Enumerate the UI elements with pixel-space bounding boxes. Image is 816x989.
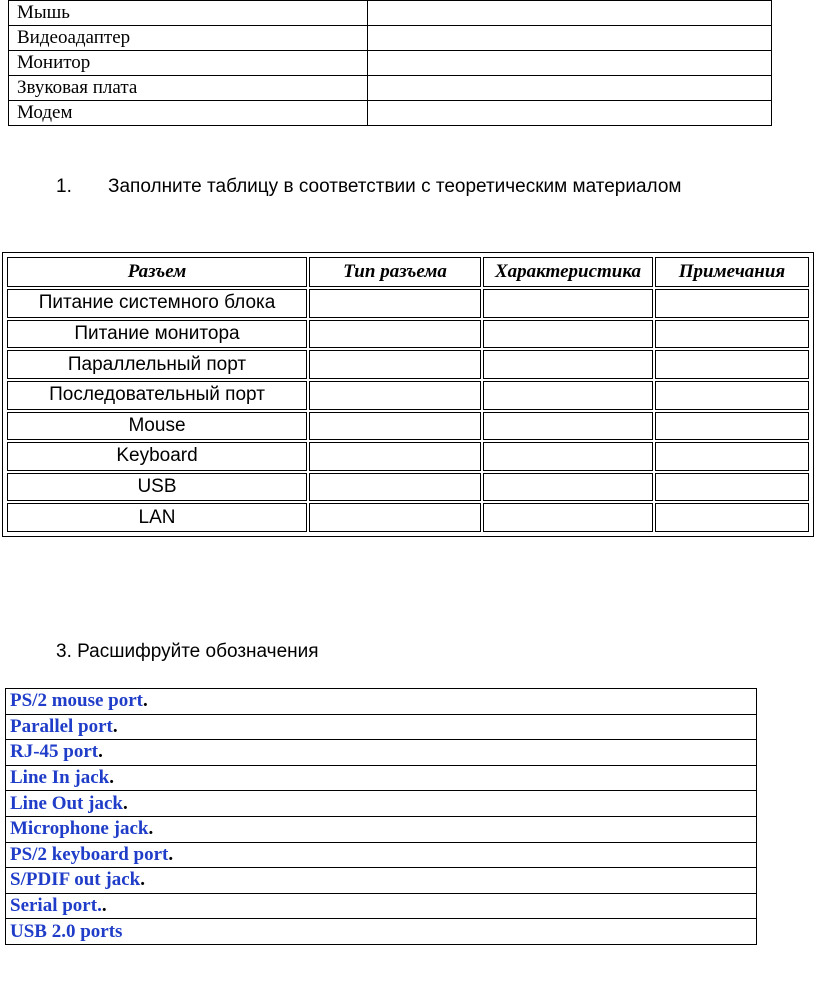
abbreviation-row: [6, 919, 757, 945]
connector-name-cell: Keyboard: [7, 442, 307, 471]
connector-answer-cell[interactable]: [655, 350, 809, 379]
connector-answer-cell[interactable]: [655, 289, 809, 318]
connector-row: [7, 381, 809, 410]
connector-name-cell: Питание монитора: [7, 320, 307, 349]
connector-answer-cell[interactable]: [483, 412, 653, 441]
abbreviation-row: [6, 740, 757, 766]
abbreviation-row: [6, 791, 757, 817]
connector-answer-cell[interactable]: [655, 503, 809, 532]
connector-answer-cell[interactable]: [309, 289, 481, 318]
abbreviation-term: PS/2 keyboard port: [10, 843, 169, 865]
abbreviation-row: [6, 893, 757, 919]
abbreviation-suffix: .: [122, 792, 128, 814]
abbreviation-row: [6, 714, 757, 740]
device-name-cell: Модем: [9, 101, 368, 126]
abbreviation-row: [6, 842, 757, 868]
task1-text: Заполните таблицу в соответствии с теоретическим материалом: [108, 176, 682, 197]
connector-table: [5, 255, 811, 534]
connector-answer-cell[interactable]: [309, 320, 481, 349]
device-name-cell: Мышь: [9, 1, 368, 26]
device-answer-cell[interactable]: [368, 76, 772, 101]
connector-answer-cell[interactable]: [483, 320, 653, 349]
abbreviation-term: S/PDIF out jack: [10, 869, 141, 891]
connector-answer-cell[interactable]: [309, 442, 481, 471]
abbreviation-term: Line Out jack: [10, 792, 123, 814]
connector-header-cell: Характеристика: [483, 257, 653, 287]
abbreviation-suffix: .: [143, 690, 148, 712]
connector-answer-cell[interactable]: [483, 289, 653, 318]
abbreviation-term: Microphone jack: [10, 818, 149, 840]
connector-name-cell: Параллельный порт: [7, 350, 307, 379]
abbreviation-suffix: .: [98, 741, 103, 763]
device-answer-cell[interactable]: [368, 51, 772, 76]
connector-row: [7, 442, 809, 471]
abbreviation-term: USB 2.0 ports: [10, 920, 123, 942]
device-row: [9, 76, 772, 101]
device-table: [8, 0, 772, 126]
abbreviation-row: [6, 765, 757, 791]
abbreviation-cell[interactable]: [6, 689, 757, 715]
device-row: [9, 26, 772, 51]
task1-number: 1.: [56, 176, 72, 197]
connector-row: [7, 350, 809, 379]
connector-answer-cell[interactable]: [309, 381, 481, 410]
connector-answer-cell[interactable]: [309, 412, 481, 441]
abbreviation-cell[interactable]: [6, 919, 757, 945]
connector-answer-cell[interactable]: [309, 503, 481, 532]
abbreviation-cell[interactable]: [6, 765, 757, 791]
abbreviation-row: [6, 868, 757, 894]
device-row: [9, 51, 772, 76]
abbreviation-suffix: .: [148, 818, 154, 840]
abbreviation-table: [5, 688, 757, 945]
connector-name-cell: USB: [7, 473, 307, 502]
connector-row: [7, 320, 809, 349]
connector-row: [7, 412, 809, 441]
abbreviation-term: RJ-45 port: [10, 741, 99, 763]
connector-answer-cell[interactable]: [483, 350, 653, 379]
abbreviation-cell[interactable]: [6, 816, 757, 842]
device-row: [9, 1, 772, 26]
connector-answer-cell[interactable]: [655, 381, 809, 410]
connector-name-cell: Mouse: [7, 412, 307, 441]
device-name-cell: Видеоадаптер: [9, 26, 368, 51]
connector-row: [7, 473, 809, 502]
abbreviation-row: [6, 689, 757, 715]
connector-table-frame: [2, 252, 814, 537]
task3-heading: 3. Расшифруйте обозначения: [56, 641, 319, 662]
connector-answer-cell[interactable]: [309, 473, 481, 502]
connector-row: [7, 289, 809, 318]
connector-answer-cell[interactable]: [309, 350, 481, 379]
connector-header-row: [7, 257, 809, 287]
connector-answer-cell[interactable]: [655, 320, 809, 349]
device-name-cell: Монитор: [9, 51, 368, 76]
connector-header-cell: Разъем: [7, 257, 307, 287]
abbreviation-suffix: .: [101, 895, 107, 917]
abbreviation-term: PS/2 mouse port: [10, 690, 143, 712]
abbreviation-cell[interactable]: [6, 868, 757, 894]
abbreviation-term: Parallel port: [10, 715, 113, 737]
connector-answer-cell[interactable]: [655, 473, 809, 502]
connector-answer-cell[interactable]: [483, 381, 653, 410]
connector-answer-cell[interactable]: [655, 412, 809, 441]
abbreviation-suffix: .: [109, 767, 114, 789]
connector-answer-cell[interactable]: [655, 442, 809, 471]
connector-header-cell: Тип разъема: [309, 257, 481, 287]
abbreviation-cell[interactable]: [6, 791, 757, 817]
connector-name-cell: LAN: [7, 503, 307, 532]
abbreviation-row: [6, 816, 757, 842]
connector-answer-cell[interactable]: [483, 442, 653, 471]
device-name-cell: Звуковая плата: [9, 76, 368, 101]
abbreviation-cell[interactable]: [6, 842, 757, 868]
connector-name-cell: Питание системного блока: [7, 289, 307, 318]
abbreviation-cell[interactable]: [6, 740, 757, 766]
abbreviation-cell[interactable]: [6, 893, 757, 919]
connector-header-cell: Примечания: [655, 257, 809, 287]
abbreviation-cell[interactable]: [6, 714, 757, 740]
connector-answer-cell[interactable]: [483, 473, 653, 502]
abbreviation-term: Line In jack: [10, 767, 110, 789]
device-answer-cell[interactable]: [368, 1, 772, 26]
device-row: [9, 101, 772, 126]
connector-name-cell: Последовательный порт: [7, 381, 307, 410]
device-answer-cell[interactable]: [368, 26, 772, 51]
abbreviation-suffix: .: [168, 843, 174, 865]
abbreviation-suffix: .: [112, 715, 118, 737]
connector-answer-cell[interactable]: [483, 503, 653, 532]
connector-row: [7, 503, 809, 532]
abbreviation-term: Serial port.: [10, 895, 102, 917]
task1-heading: [56, 176, 681, 198]
abbreviation-suffix: .: [140, 869, 145, 891]
device-answer-cell[interactable]: [368, 101, 772, 126]
